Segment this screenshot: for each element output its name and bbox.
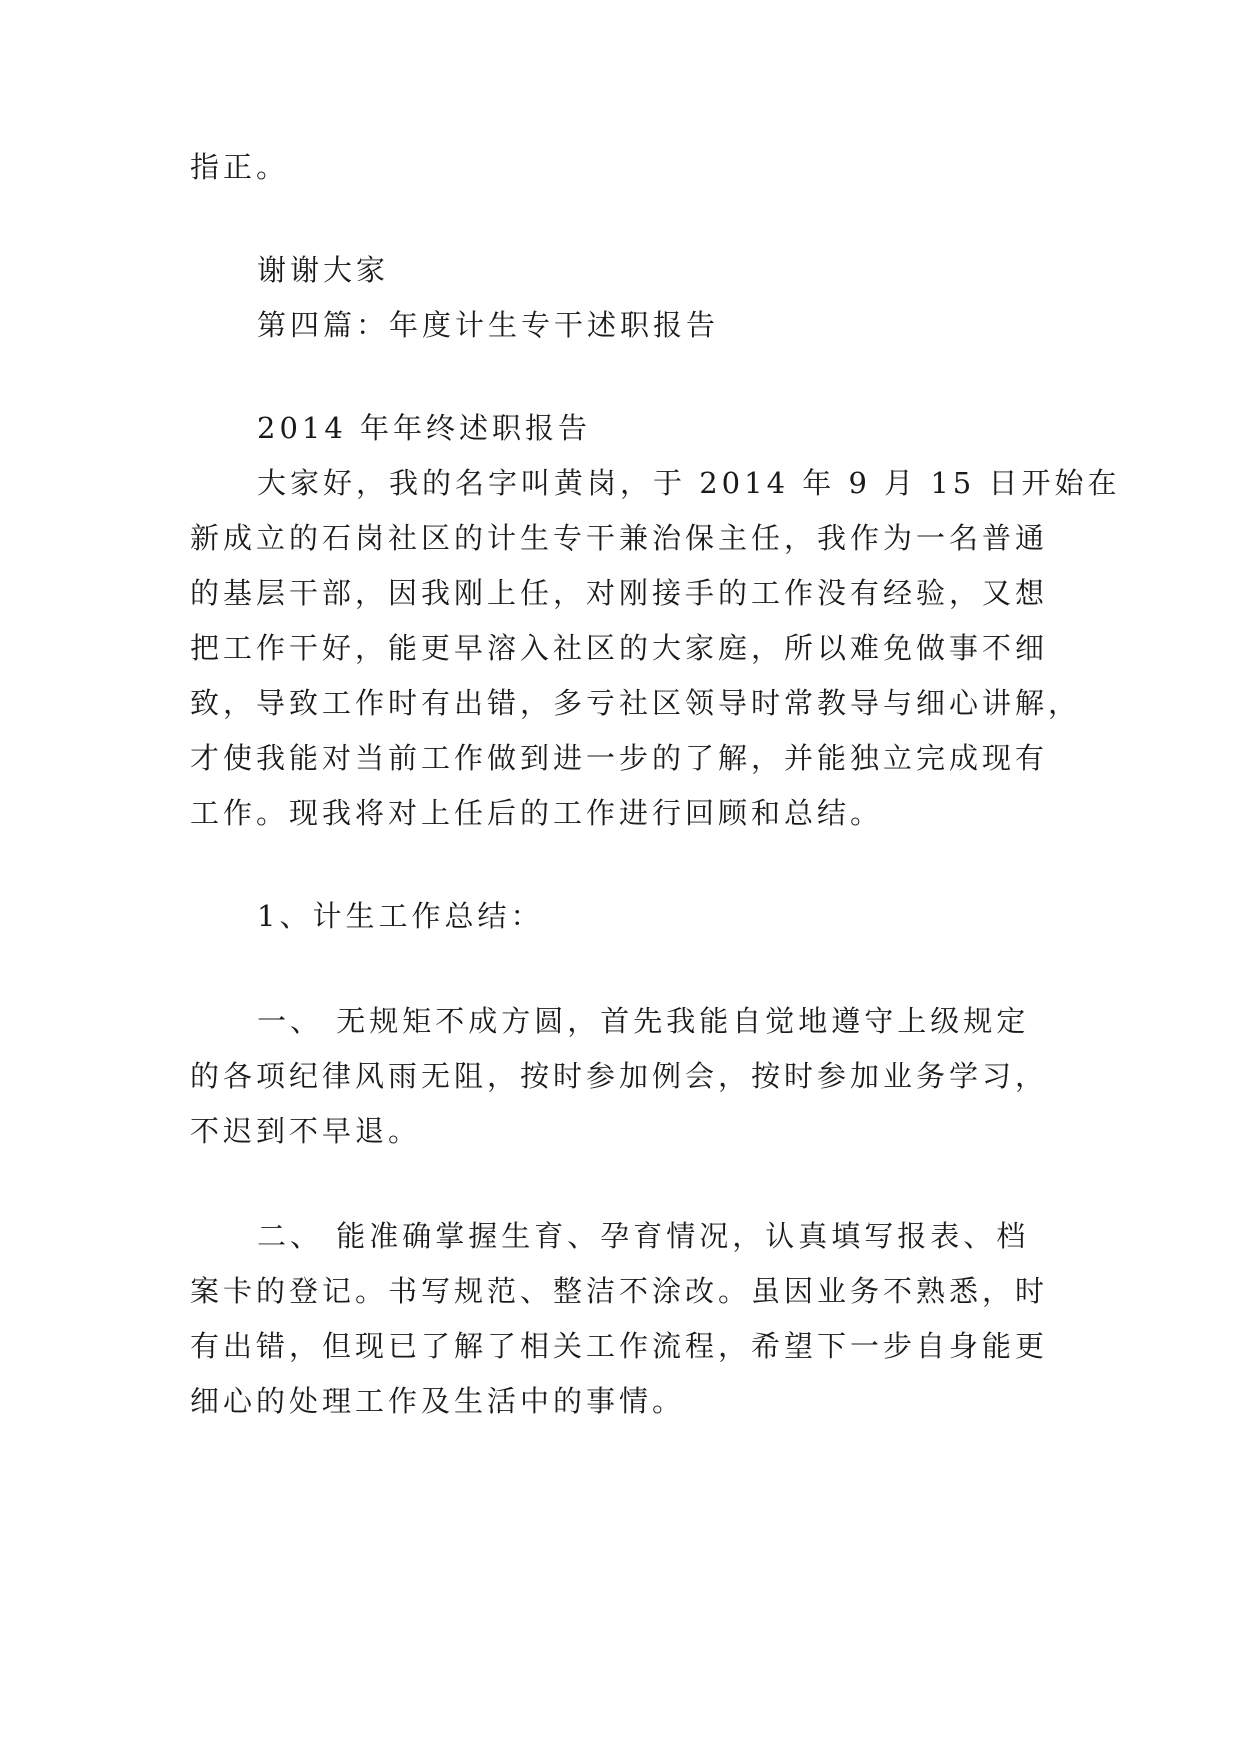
text-line: 不迟到不早退。 [190, 1114, 422, 1148]
subsection-heading: 1、计生工作总结： [257, 899, 544, 933]
text-line: 大家好，我的名字叫黄岗，于 2014 年 9 月 15 日开始在 [257, 466, 1121, 500]
text-line: 的各项纪律风雨无阻，按时参加例会，按时参加业务学习， [190, 1059, 1049, 1093]
text-line: 指正。 [190, 150, 290, 184]
text-line: 的基层干部，因我刚上任，对刚接手的工作没有经验，又想 [190, 576, 1049, 610]
text-line: 二、 能准确掌握生育、孕育情况，认真填写报表、档 [257, 1219, 1030, 1253]
closing-thanks: 谢谢大家 [257, 253, 390, 287]
text-line: 工作。现我将对上任后的工作进行回顾和总结。 [190, 796, 884, 830]
report-title: 2014 年年终述职报告 [257, 411, 592, 445]
text-line: 一、 无规矩不成方圆，首先我能自觉地遵守上级规定 [257, 1004, 1030, 1038]
section-title: 第四篇：年度计生专干述职报告 [257, 308, 720, 342]
text-line: 案卡的登记。书写规范、整洁不涂改。虽因业务不熟悉，时 [190, 1274, 1049, 1308]
text-line: 才使我能对当前工作做到进一步的了解，并能独立完成现有 [190, 741, 1049, 775]
text-line: 致，导致工作时有出错，多亏社区领导时常教导与细心讲解， [190, 686, 1082, 720]
text-line: 新成立的石岗社区的计生专干兼治保主任，我作为一名普通 [190, 521, 1049, 555]
text-line: 有出错，但现已了解了相关工作流程，希望下一步自身能更 [190, 1329, 1049, 1363]
text-line: 把工作干好，能更早溶入社区的大家庭，所以难免做事不细 [190, 631, 1049, 665]
text-line: 细心的处理工作及生活中的事情。 [190, 1384, 686, 1418]
